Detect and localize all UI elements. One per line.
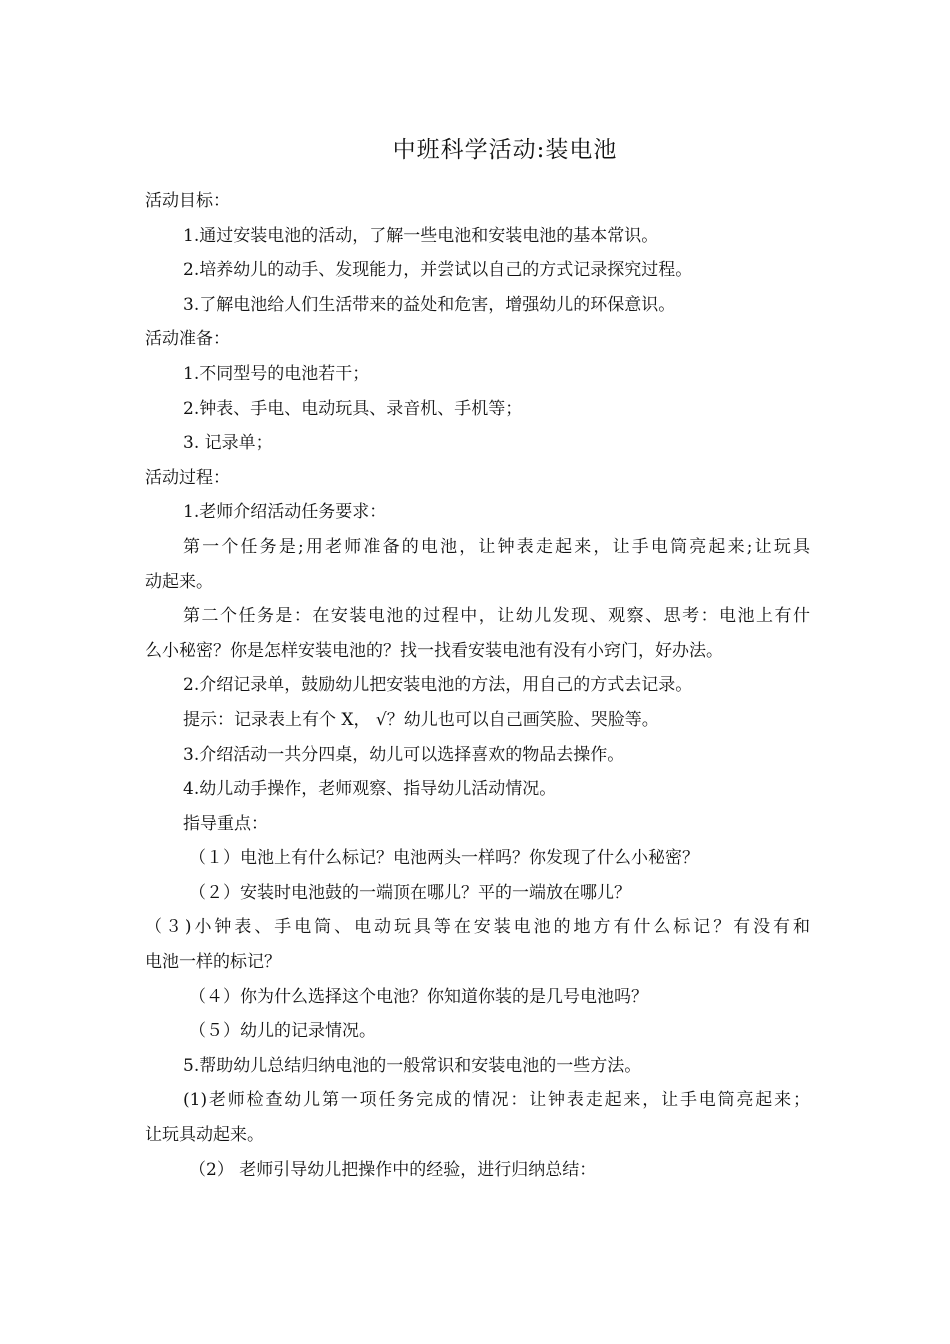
paragraph-line: 第二个任务是：在安装电池的过程中，让幼儿发现、观察、思考：电池上有什	[183, 606, 810, 627]
paragraph-line: （２）安装时电池鼓的一端顶在哪儿？平的一端放在哪儿？	[189, 882, 631, 903]
paragraph-line: 3.了解电池给人们生活带来的益处和危害，增强幼儿的环保意识。	[183, 294, 676, 315]
paragraph-line: 2.介绍记录单，鼓励幼儿把安装电池的方法，用自己的方式去记录。	[183, 675, 693, 696]
paragraph-line: （１）电池上有什么标记？电池两头一样吗？你发现了什么小秘密？	[189, 848, 699, 869]
paragraph-line: 提示：记录表上有个 X， √？幼儿也可以自己画笑脸、哭脸等。	[183, 709, 659, 730]
paragraph-line: 1.不同型号的电池若干；	[183, 363, 370, 384]
paragraph-line: 电池一样的标记？	[145, 952, 281, 973]
paragraph-line: （４）你为什么选择这个电池？你知道你装的是几号电池吗？	[189, 986, 648, 1007]
document-body	[145, 184, 810, 1187]
section-heading-preparation: 活动准备：	[145, 329, 230, 350]
document-title: 中班科学活动:装电池	[392, 137, 618, 163]
paragraph-line: 3.介绍活动一共分四桌，幼儿可以选择喜欢的物品去操作。	[183, 744, 625, 765]
paragraph-line: 让玩具动起来。	[145, 1125, 264, 1146]
paragraph-line: 指导重点：	[183, 813, 268, 834]
section-heading-goals: 活动目标：	[145, 191, 230, 211]
paragraph-line: 2.钟表、手电、电动玩具、录音机、手机等；	[183, 398, 523, 419]
paragraph-line: （５）幼儿的记录情况。	[189, 1021, 376, 1042]
paragraph-line: 4.幼儿动手操作，老师观察、指导幼儿活动情况。	[183, 779, 557, 800]
paragraph-line: （３)小钟表、手电筒、电动玩具等在安装电池的地方有什么标记？有没有和	[145, 917, 810, 938]
paragraph-line: （2） 老师引导幼儿把操作中的经验，进行归纳总结：	[189, 1159, 597, 1180]
paragraph-line: 2.培养幼儿的动手、发现能力，并尝试以自己的方式记录探究过程。	[183, 260, 693, 281]
paragraph-line: 动起来。	[145, 571, 213, 592]
section-heading-process: 活动过程：	[145, 467, 230, 488]
paragraph-line: 第一个任务是;用老师准备的电池，让钟表走起来，让手电筒亮起来;让玩具	[183, 536, 810, 557]
paragraph-line: 1.老师介绍活动任务要求：	[183, 502, 387, 523]
paragraph-line: 3. 记录单；	[183, 433, 273, 454]
paragraph-line: 1.通过安装电池的活动，了解一些电池和安装电池的基本常识。	[183, 225, 659, 246]
paragraph-line: 么小秘密？你是怎样安装电池的？找一找看安装电池有没有小窍门，好办法。	[145, 640, 723, 661]
paragraph-line: 5.帮助幼儿总结归纳电池的一般常识和安装电池的一些方法。	[183, 1055, 642, 1076]
paragraph-line: (1)老师检查幼儿第一项任务完成的情况：让钟表走起来，让手电筒亮起来；	[183, 1090, 810, 1111]
